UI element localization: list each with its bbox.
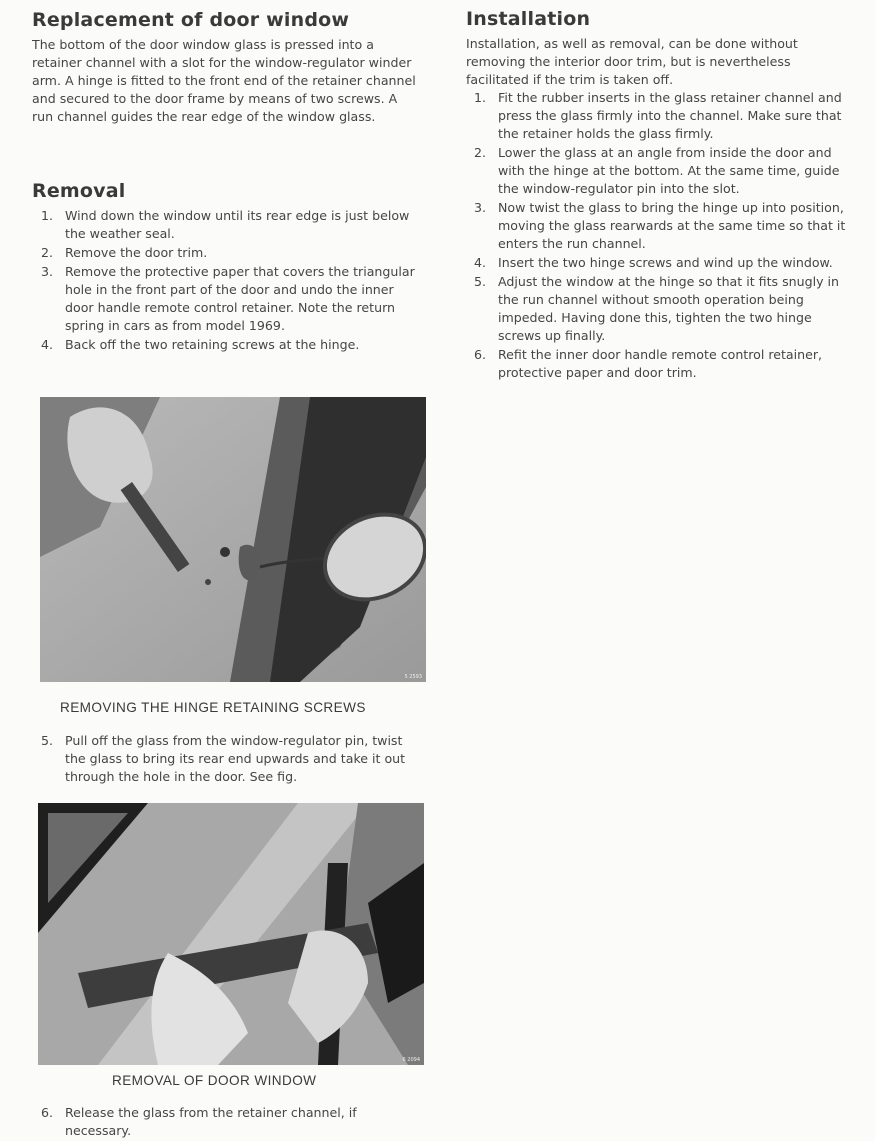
removal-step: 4. Back off the two retaining screws at the hinge. (41, 337, 360, 352)
installation-step: 3. Now twist the glass to bring the hinge up into position, moving the glass rearwards at the same time so that it enters the run channel. (474, 200, 846, 251)
installation-step: 4. Insert the two hinge screws and wind up the window. (474, 255, 833, 270)
removal-step: 6. Release the glass from the retainer channel, if necessary. (41, 1105, 357, 1138)
removal-heading: Removal (32, 180, 126, 202)
removal-step: 3. Remove the protective paper that covers the triangular hole in the front part of the door and undo the inner door handle remote control retainer. Note the return spring in cars as from model 1969. (41, 264, 415, 333)
figure1-caption: REMOVING THE HINGE RETAINING SCREWS (60, 700, 366, 715)
removal-step5 (33, 732, 421, 787)
installation-step: 1. Fit the rubber inserts in the glass retainer channel and press the glass firmly into the channel. Make sure that the retainer holds the glass firmly. (474, 90, 842, 141)
hinge-screws-photo (40, 397, 426, 682)
replacement-heading: Replacement of door window (32, 9, 350, 31)
installation-step: 5. Adjust the window at the hinge so that it fits snugly in the run channel without smooth operation being impeded. Having done this, tighten the two hinge screws up finally. (474, 274, 840, 343)
removal-step: 2. Remove the door trim. (41, 245, 208, 260)
installation-steps (466, 89, 854, 383)
installation-step: 6. Refit the inner door handle remote control retainer, protective paper and door trim. (474, 347, 823, 380)
installation-heading: Installation (466, 8, 591, 30)
photo-code: 6 2094 (402, 1057, 420, 1063)
figure2-caption: REMOVAL OF DOOR WINDOW (112, 1073, 317, 1088)
installation-intro: Installation, as well as removal, can be done without removing the interior door trim, but is nevertheless facilitated if the trim is taken off. (466, 36, 798, 87)
removal-step: 1. Wind down the window until its rear edge is just below the weather seal. (41, 208, 410, 241)
door-window-removal-photo (38, 803, 424, 1065)
removal-step: 5. Pull off the glass from the window-regulator pin, twist the glass to bring its rear end upwards and take it out through the hole in the door. See fig. (41, 733, 406, 784)
removal-step6 (33, 1104, 421, 1141)
replacement-body: The bottom of the door window glass is pressed into a retainer channel with a slot for the window-regulator winder arm. A hinge is fitted to the front end of the retainer channel and secured to the door frame by means of two screws. A run channel guides the rear edge of the window glass. (32, 37, 416, 124)
removal-steps (33, 207, 421, 355)
installation-step: 2. Lower the glass at an angle from inside the door and with the hinge at the bottom. At the same time, guide the window-regulator pin into the slot. (474, 145, 840, 196)
photo-code: 5 2593 (404, 674, 422, 680)
